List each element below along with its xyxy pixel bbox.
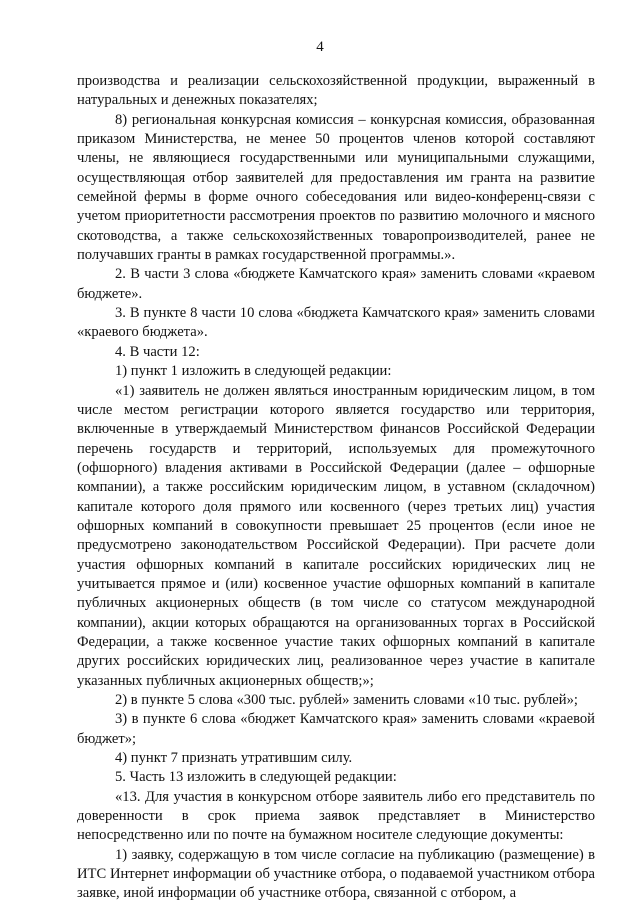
paragraph-subitem-3: 3) в пункте 6 слова «бюджет Камчатского края» заменить словами «краевой бюджет»; xyxy=(77,711,595,747)
page-number: 4 xyxy=(316,39,324,55)
paragraph-item-2: 2. В части 3 слова «бюджете Камчатского края» заменить словами «краевом бюджете». xyxy=(77,266,595,302)
paragraph-subitem-1: 1) пункт 1 изложить в следующей редакции: xyxy=(115,363,392,380)
paragraph-item-3: 3. В пункте 8 части 10 слова «бюджета Камчатского края» заменить словами «краевого бюджета». xyxy=(77,305,595,341)
paragraph-subitem-2: 2) в пункте 5 слова «300 тыс. рублей» заменить словами «10 тыс. рублей»; xyxy=(115,692,578,708)
paragraph-part-13: «13. Для участия в конкурсном отборе заявитель либо его представитель по доверенности в срок приема заявок представляет в Министерство непосредственно или по почте на бумажном носителе следующие документы: xyxy=(77,788,595,844)
paragraph-definition-8: 8) региональная конкурсная комиссия – конкурсная комиссия, образованная приказом Министерства, не менее 50 процентов членов которой составляют члены, не являющиеся государственными или муниципальными служащими, осуществляющая отбор заявителей для предоставления им гранта на развитие семейной фермы в форме очного собеседования или видео-конференц-связи с учетом приоритетности рассмотрения проектов по развитию молочного и мясного скотоводства, а также сельскохозяйственных товаропроизводителей, ранее не получавших гранты в рамках государственной программы.». xyxy=(77,111,595,264)
document-body xyxy=(77,72,595,904)
paragraph-continuation: производства и реализации сельскохозяйственной продукции, выраженный в натуральных и денежных показателях; xyxy=(77,73,595,109)
paragraph-item-4: 4. В части 12: xyxy=(115,343,200,360)
paragraph-part-13-item-1: 1) заявку, содержащую в том числе согласие на публикацию (размещение) в ИТС Интернет информации об участнике отбора, о подаваемой участником отбора заявке, иной информации об участнике отбора, связанной с отбором, а xyxy=(77,846,595,902)
paragraph-item-5: 5. Часть 13 изложить в следующей редакции: xyxy=(115,769,397,786)
paragraph-subitem-1-text: «1) заявитель не должен являться иностранным юридическим лицом, в том числе местом регистрации которого является государство или территория, включенные в утверждаемый Министерством финансов Российской Федерации перечень государств и территорий, используемых для промежуточного (офшорного) владения активами в Российской Федерации (далее – офшорные компании), а также российским юридическим лицом, в уставном (складочном) капитале которого доля прямого или косвенного (через третьих лиц) участия офшорных компаний в совокупности превышает 25 процентов (если иное не предусмотрено законодательством Российской Федерации). При расчете доли участия офшорных компаний в капитале российских юридических лиц не учитывается прямое и (или) косвенное участие офшорных компаний в капитале публичных акционерных обществ (в том числе со статусом международной компании), акции которых обращаются на организованных торгах в Российской Федерации, а также косвенное участие таких офшорных компаний в капитале других российских юридических лиц, реализованное через участие в капитале указанных публичных акционерных обществ;»; xyxy=(77,382,595,689)
paragraph-subitem-4: 4) пункт 7 признать утратившим силу. xyxy=(115,750,353,767)
